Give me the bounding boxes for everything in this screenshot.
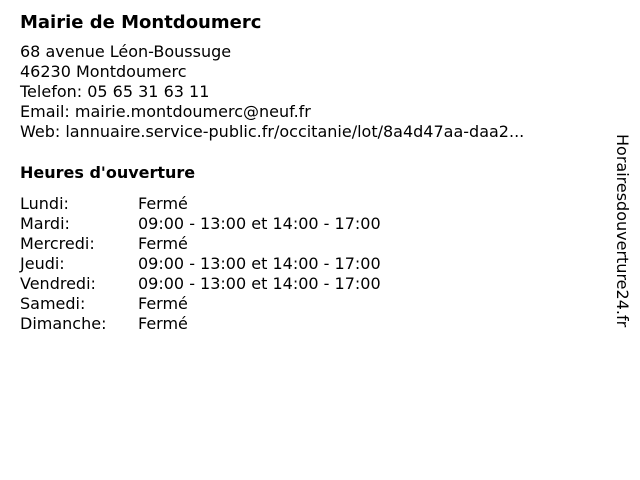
street-address: 68 avenue Léon-Boussuge — [20, 42, 232, 61]
site-watermark: Horairesdouverture24.fr — [613, 134, 632, 328]
day-label: Lundi: — [20, 194, 69, 213]
phone-line: Telefon: 05 65 31 63 11 — [20, 82, 210, 101]
day-hours: Fermé — [138, 314, 188, 333]
day-hours: 09:00 - 13:00 et 14:00 - 17:00 — [138, 274, 381, 293]
hours-row-dimanche — [20, 314, 381, 334]
day-hours: Fermé — [138, 294, 188, 313]
day-hours: 09:00 - 13:00 et 14:00 - 17:00 — [138, 254, 381, 273]
web-line: Web: lannuaire.service-public.fr/occitanie/lot/8a4d47aa-daa2... — [20, 122, 525, 141]
day-label: Dimanche: — [20, 314, 107, 333]
day-label: Jeudi: — [20, 254, 65, 273]
day-label: Vendredi: — [20, 274, 96, 293]
hours-heading: Heures d'ouverture — [20, 163, 196, 182]
hours-row-mardi — [20, 214, 381, 234]
day-label: Mercredi: — [20, 234, 95, 253]
opening-hours-table — [20, 194, 381, 334]
business-info-card — [20, 11, 600, 334]
email-line: Email: mairie.montdoumerc@neuf.fr — [20, 102, 311, 121]
address-block — [20, 42, 600, 82]
hours-row-mercredi — [20, 234, 381, 254]
hours-row-vendredi — [20, 274, 381, 294]
hours-row-lundi — [20, 194, 381, 214]
day-label: Mardi: — [20, 214, 70, 233]
day-hours: 09:00 - 13:00 et 14:00 - 17:00 — [138, 214, 381, 233]
city-address: 46230 Montdoumerc — [20, 62, 187, 81]
hours-row-samedi — [20, 294, 381, 314]
day-hours: Fermé — [138, 234, 188, 253]
hours-row-jeudi — [20, 254, 381, 274]
day-label: Samedi: — [20, 294, 86, 313]
business-title: Mairie de Montdoumerc — [20, 12, 262, 33]
contact-block — [20, 82, 600, 142]
day-hours: Fermé — [138, 194, 188, 213]
